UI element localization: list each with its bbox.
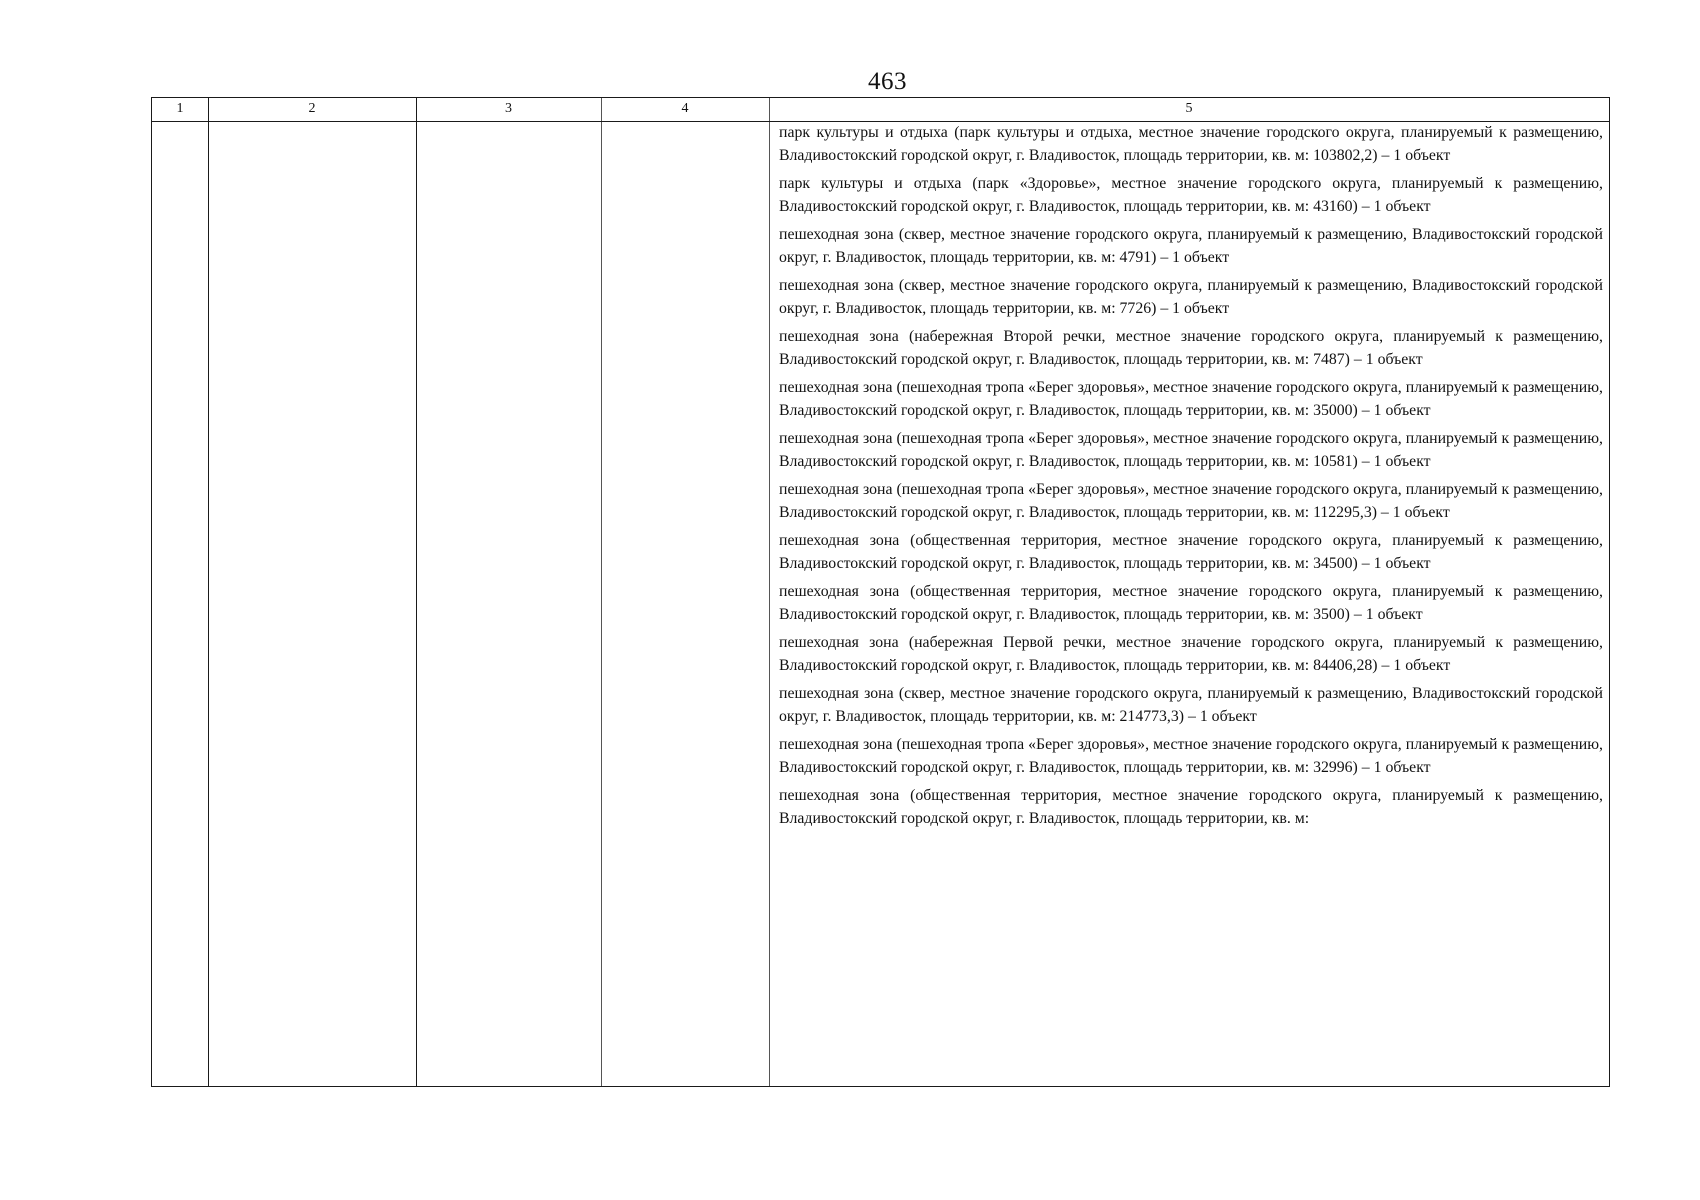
column-5-entries [779,122,1603,836]
column-header: 3 [505,101,512,116]
table-entry: пешеходная зона (набережная Первой речки, местное значение городского округа, планируемый к размещению, Владивостокский городской округ, г. Владивосток, площадь территории, кв. м: 84406,28) – 1 объект [779,634,1603,674]
table-entry: пешеходная зона (сквер, местное значение городского округа, планируемый к размещению, Владивостокский городской округ, г. Владивосток, площадь территории, кв. м: 214773,3) – 1 объект [779,685,1603,725]
table-entry: пешеходная зона (сквер, местное значение городского округа, планируемый к размещению, Владивостокский городской округ, г. Владивосток, площадь территории, кв. м: 7726) – 1 объект [779,277,1603,317]
column-divider [208,98,209,1086]
column-header: 5 [1185,101,1193,116]
table-entry: пешеходная зона (пешеходная тропа «Берег здоровья», местное значение городского округа, планируемый к размещению, Владивостокский городской округ, г. Владивосток, площадь территории, кв. м: 32996) – 1 объект [779,736,1603,776]
document-table [151,97,1610,1087]
page-number: 463 [868,68,907,95]
column-header: 4 [681,101,689,116]
table-entry: пешеходная зона (сквер, местное значение городского округа, планируемый к размещению, Владивостокский городской округ, г. Владивосток, площадь территории, кв. м: 4791) – 1 объект [779,226,1603,266]
column-divider [769,98,770,1086]
table-entry: пешеходная зона (общественная территория, местное значение городского округа, планируемый к размещению, Владивостокский городской округ, г. Владивосток, площадь территории, кв. м: 34500) – 1 объект [779,532,1603,572]
column-header: 1 [176,101,184,116]
column-header: 2 [308,101,316,116]
table-entry: пешеходная зона (пешеходная тропа «Берег здоровья», местное значение городского округа, планируемый к размещению, Владивостокский городской округ, г. Владивосток, площадь территории, кв. м: 112295,3) – 1 объект [779,481,1603,521]
table-entry: парк культуры и отдыха (парк культуры и отдыха, местное значение городского округа, планируемый к размещению, Владивостокский городской округ, г. Владивосток, площадь территории, кв. м: 103802,2) – 1 объект [779,124,1603,164]
table-entry: пешеходная зона (набережная Второй речки, местное значение городского округа, планируемый к размещению, Владивостокский городской округ, г. Владивосток, площадь территории, кв. м: 7487) – 1 объект [779,328,1603,368]
table-entry: пешеходная зона (общественная территория, местное значение городского округа, планируемый к размещению, Владивостокский городской округ, г. Владивосток, площадь территории, кв. м: [779,787,1603,827]
table-entry: пешеходная зона (пешеходная тропа «Берег здоровья», местное значение городского округа, планируемый к размещению, Владивостокский городской округ, г. Владивосток, площадь территории, кв. м: 10581) – 1 объект [779,430,1603,470]
table-header-row [152,98,1609,122]
table-entry: пешеходная зона (пешеходная тропа «Берег здоровья», местное значение городского округа, планируемый к размещению, Владивостокский городской округ, г. Владивосток, площадь территории, кв. м: 35000) – 1 объект [779,379,1603,419]
table-entry: пешеходная зона (общественная территория, местное значение городского округа, планируемый к размещению, Владивостокский городской округ, г. Владивосток, площадь территории, кв. м: 3500) – 1 объект [779,583,1603,623]
column-divider [601,98,602,1086]
table-entry: парк культуры и отдыха (парк «Здоровье», местное значение городского округа, планируемый к размещению, Владивостокский городской округ, г. Владивосток, площадь территории, кв. м: 43160) – 1 объект [779,175,1603,215]
column-divider [416,98,417,1086]
